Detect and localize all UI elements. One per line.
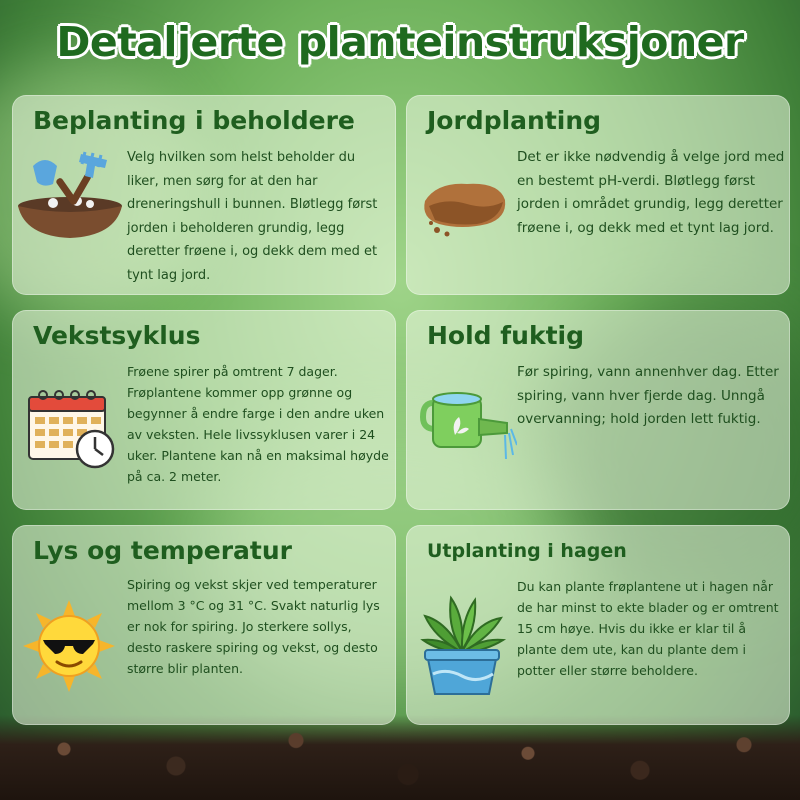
card-heading: Hold fuktig [427,321,584,350]
card-text: Frøene spirer på omtrent 7 dager. Frøplantene kommer opp grønne og begynner å endre farge i den andre uken av veksten. Hele livssyklusen varer i 24 uker. Plantene kan nå en maksimal høyde på ca. 2 meter. [127,364,389,484]
card-container-keep-moist [406,310,790,510]
calendar-clock-icon [27,389,119,471]
card-container-growth-cycle [12,310,396,510]
page-title: Detaljerte planteinstruksjoner [56,18,744,66]
card-heading: Jordplanting [427,106,602,135]
card-text: Før spiring, vann annenhver dag. Etter spiring, vann hver fjerde dag. Unngå overvanning; hold jorden lett fuktig. [517,364,779,427]
soil-strip [0,715,800,800]
card-heading: Utplanting i hagen [427,540,627,562]
pot-with-tools-icon [15,148,125,243]
potted-plant-icon [417,588,507,698]
card-container-planting [12,95,396,295]
card-container-light-temperature [12,525,396,725]
card-text: Velg hvilken som helst beholder du liker, men sørg for at den har dreneringshull i bunnen. Bløtlegg først jorden i beholderen grundig, legg deretter frøene i, og dekk dem med et tynt lag jord. [127,150,378,283]
watering-can-icon [413,383,517,463]
soil-icon [417,176,512,241]
card-container-soil [406,95,790,295]
card-container-transplant [406,525,790,725]
sun-sunglasses-icon [21,598,117,694]
card-text: Du kan plante frøplantene ut i hagen når de har minst to ekte blader og er omtrent 15 cm høye. Hvis du ikke er klar til å plante dem ute, kan du plante dem i potter eller større beholdere. [517,579,779,678]
card-heading: Vekstsyklus [33,321,201,350]
card-heading: Beplanting i beholdere [33,106,355,135]
card-text: Det er ikke nødvendig å velge jord med en bestemt pH-verdi. Bløtlegg først jorden i området grundig, legg deretter frøene i, og dekk med et tynt lag jord. [517,149,785,236]
card-heading: Lys og temperatur [33,536,292,565]
card-text: Spiring og vekst skjer ved temperaturer mellom 3 °C og 31 °C. Svakt naturlig lys er nok for spiring. Jo sterkere sollys, desto raskere spiring og vekst, og desto større blir planten. [127,577,380,676]
